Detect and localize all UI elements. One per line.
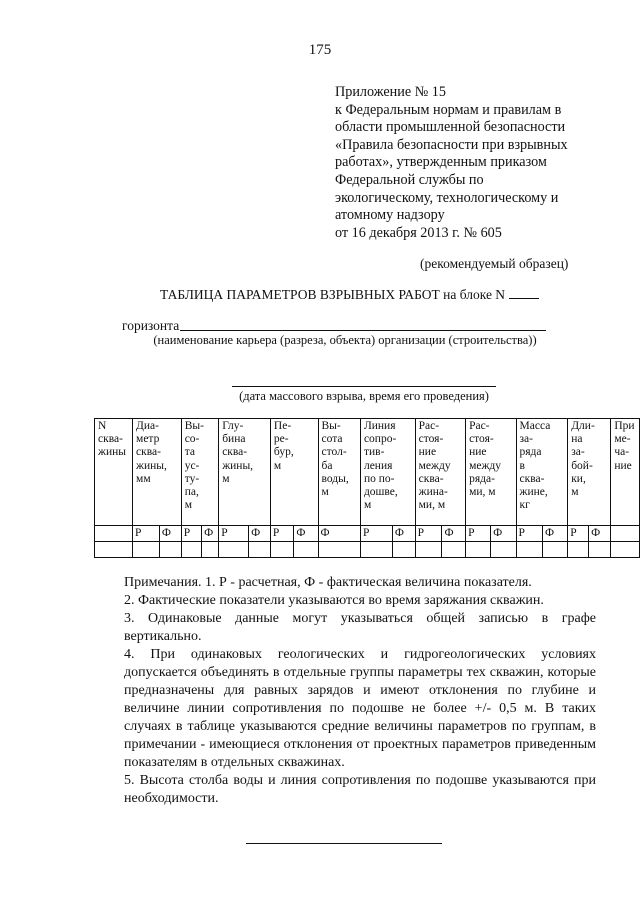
table-empty-cell: [249, 542, 271, 558]
table-header-cell: Масса за- ряда в сква- жине, кг: [516, 419, 568, 526]
table-pf-cell: Р: [568, 526, 589, 542]
table-pf-cell: [95, 526, 133, 542]
table-pf-cell: Ф: [589, 526, 611, 542]
page-number: 175: [308, 42, 332, 58]
table-pf-cell: Ф: [318, 526, 360, 542]
table-pf-cell: Р: [133, 526, 160, 542]
table-empty-cell: [491, 542, 516, 558]
appendix-line: работах», утвержденным приказом: [335, 154, 547, 171]
table-pf-cell: Ф: [442, 526, 466, 542]
sample-label: (рекомендуемый образец): [420, 256, 569, 271]
block-number-blank: [509, 286, 539, 299]
table-empty-cell: [219, 542, 249, 558]
table-empty-cell: [181, 542, 201, 558]
table-header-cell: N сква- жины: [95, 419, 133, 526]
table-header-cell: Диа- метр сква- жины, мм: [133, 419, 182, 526]
table-empty-cell: [415, 542, 442, 558]
table-empty-cell: [133, 542, 160, 558]
appendix-line: к Федеральным нормам и правилам в: [335, 101, 562, 118]
table-empty-cell: [611, 542, 640, 558]
table-pf-cell: Р: [219, 526, 249, 542]
date-fill-line: [232, 386, 496, 387]
table-empty-cell: [568, 542, 589, 558]
table-header-cell: Рас- стоя- ние между сква- жина- ми, м: [415, 419, 465, 526]
table-empty-cell: [159, 542, 181, 558]
table-header-cell: При ме- ча- ние: [611, 419, 640, 526]
parameters-table: [94, 418, 640, 558]
table-empty-cell: [202, 542, 219, 558]
table-empty-cell: [294, 542, 318, 558]
table-empty-cell: [442, 542, 466, 558]
table-pf-cell: [611, 526, 640, 542]
table-empty-cell: [516, 542, 543, 558]
table-pf-cell: Р: [415, 526, 442, 542]
table-pf-cell: Р: [360, 526, 392, 542]
note-5: 5. Высота столба воды и линия сопротивления по подошве указываются при необходимости.: [124, 773, 596, 806]
horizon-hint: (наименование карьера (разреза, объекта) организации (строительства)): [153, 333, 537, 347]
table-header-cell: Линия сопро- тив- ления по по- дошве, м: [360, 419, 415, 526]
table-pf-cell: Ф: [392, 526, 415, 542]
horizon-label: горизонта: [122, 318, 180, 333]
table-header-cell: Вы- со- та ус- ту- па, м: [181, 419, 219, 526]
table-header-cell: Рас- стоя- ние между ряда- ми, м: [466, 419, 516, 526]
appendix-header: [335, 84, 605, 242]
note-3: 3. Одинаковые данные могут указываться общей записью в графе вертикально.: [124, 611, 596, 644]
table-empty-cell: [543, 542, 568, 558]
date-hint: (дата массового взрыва, время его проведения): [239, 389, 489, 403]
table-pf-cell: Р: [181, 526, 201, 542]
table-pf-cell: Ф: [294, 526, 318, 542]
appendix-line: области промышленной безопасности: [335, 119, 566, 136]
table-pf-cell: Р: [516, 526, 543, 542]
appendix-line: «Правила безопасности при взрывных: [335, 136, 568, 153]
table-empty-cell: [270, 542, 293, 558]
table-pf-cell: Р: [466, 526, 491, 542]
note-1: Примечания. 1. Р - расчетная, Ф - фактическая величина показателя.: [124, 575, 532, 590]
appendix-line: Приложение № 15: [335, 84, 446, 100]
table-header-cell: Глу- бина сква- жины, м: [219, 419, 271, 526]
bottom-rule: [246, 843, 442, 844]
table-pf-cell: Ф: [159, 526, 181, 542]
table-empty-cell: [466, 542, 491, 558]
table-empty-cell: [589, 542, 611, 558]
table-empty-cell: [95, 542, 133, 558]
document-title: [160, 286, 539, 303]
table-empty-cell: [392, 542, 415, 558]
table-empty-cell: [318, 542, 360, 558]
table-pf-cell: Ф: [543, 526, 568, 542]
table-pf-cell: Ф: [491, 526, 516, 542]
appendix-line: экологическому, технологическому и: [335, 189, 559, 206]
table-pf-row: [95, 526, 640, 542]
appendix-line: атомному надзору: [335, 207, 445, 224]
title-text: ТАБЛИЦА ПАРАМЕТРОВ ВЗРЫВНЫХ РАБОТ на блоке N: [160, 287, 506, 302]
table-header-cell: Пе- ре- бур, м: [270, 419, 318, 526]
table-pf-cell: Р: [270, 526, 293, 542]
table-header-row: [95, 419, 640, 526]
table-pf-cell: Ф: [249, 526, 271, 542]
note-4: 4. При одинаковых геологических и гидрогеологических условиях допускается объединять в отдельные группы параметры тех скважин, которые предназначены для равных зарядов и имеют отклонения по глубине и величине линии сопротивления по подошве не более +/- 0,5 м. В таких случаях в таблице указываются средние величины параметров по группам, в примечании - имеющиеся отклонения от проектных параметров приведенным показателям в отдельных скважинах.: [124, 647, 596, 770]
table-empty-row: [95, 542, 640, 558]
appendix-line: Федеральной службы по: [335, 171, 484, 188]
table-header-cell: Вы- сота стол- ба воды, м: [318, 419, 360, 526]
table-header-cell: Дли- на за- бой- ки, м: [568, 419, 611, 526]
appendix-line: от 16 декабря 2013 г. № 605: [335, 224, 502, 241]
horizon-fill-line: [180, 330, 546, 331]
table-pf-cell: Ф: [202, 526, 219, 542]
note-2: 2. Фактические показатели указываются во время заряжания скважин.: [124, 593, 544, 608]
table-empty-cell: [360, 542, 392, 558]
notes: [124, 574, 596, 808]
